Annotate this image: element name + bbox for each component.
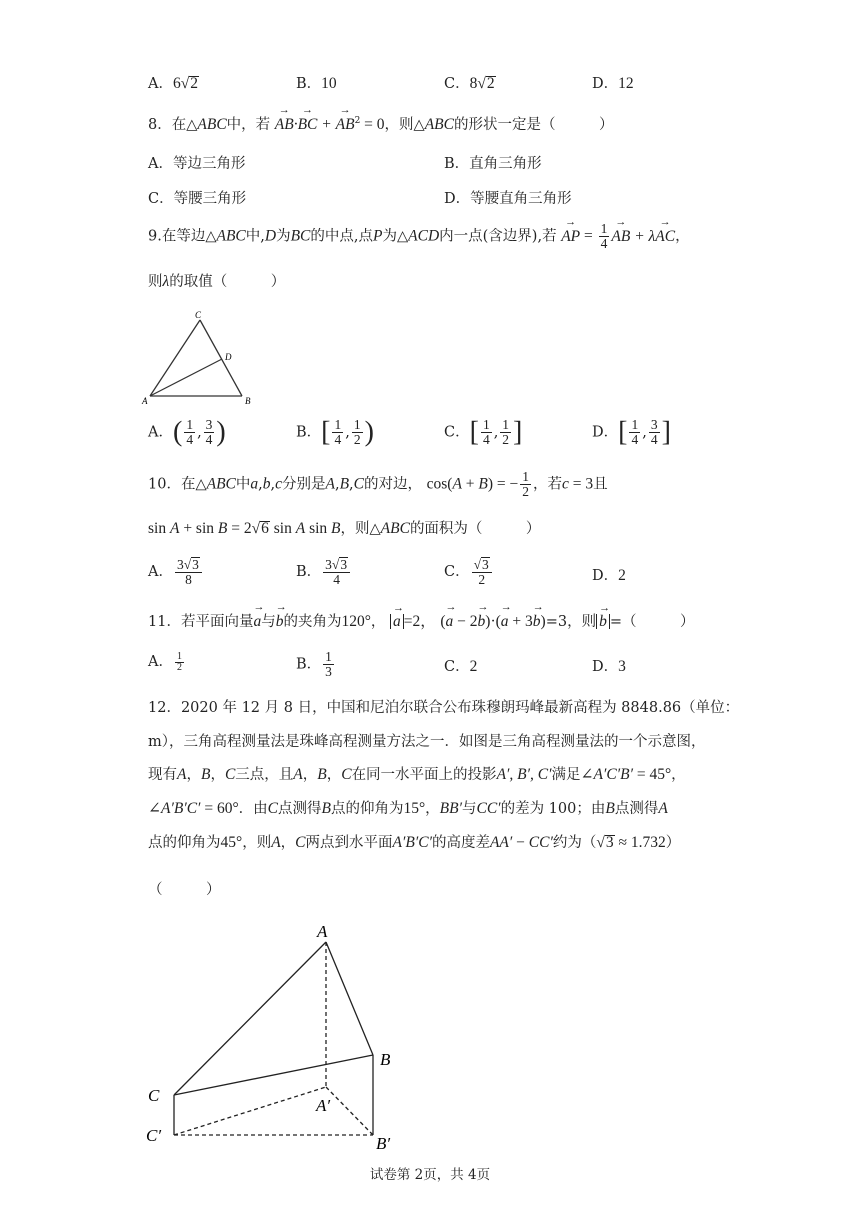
q12-label-a1: A′ <box>316 1096 331 1115</box>
q11-option-c: C．2 <box>444 658 478 675</box>
q8-option-c: C．等腰三角形 <box>148 191 247 207</box>
q9-label-d: D <box>225 352 232 362</box>
q12-line1: 12．2020 年 12 月 8 日，中国和尼泊尔联合公布珠穆朗玛峰最新高程为 8848.86（单位： <box>148 700 740 716</box>
q9-label-a: A <box>142 396 148 406</box>
q12-answer-paren: （ ） <box>148 882 221 898</box>
q7-option-a: A．6√2 <box>148 75 198 92</box>
q12-line4: ∠A′B′C′ = 60°．由C点测得B点的仰角为15°，BB′与CC′的差为 100；由B点测得A <box>148 800 668 817</box>
q12-label-c1: C′ <box>146 1126 162 1145</box>
q12-figure <box>130 915 420 1155</box>
q12-label-b1: B′ <box>376 1134 391 1153</box>
q7-option-b: B．10 <box>296 75 337 92</box>
q10-option-a: A． $\frac{3√3}{8}$ <box>148 557 204 587</box>
q8-option-d: D．等腰直角三角形 <box>444 191 572 207</box>
q11-option-d: D．3 <box>592 658 626 675</box>
q9-option-d: D．[ $\frac{1}{4}$ , $\frac{3}{4}$ ] <box>592 416 671 448</box>
q9-option-b: B．[ $\frac{1}{4}$ , $\frac{1}{2}$ ) <box>296 416 374 448</box>
q10-option-d: D．2 <box>592 567 626 584</box>
page-footer: 试卷第 2页，共 4页 <box>369 1167 491 1183</box>
q9-stem: 9.在等边△ABC中,D为BC的中点,点P为△ACD内一点(含边界),若 → AP = $\frac{1}{4}$ → AB + λ→ AC， <box>148 222 690 251</box>
q8-option-a: A．等边三角形 <box>148 156 246 172</box>
q10-stem: 10．在△ABC中a,b,c分别是A,B,C的对边， cos(A + B) = − $\frac{1}{2}$ ，若c = 3且 <box>148 469 608 499</box>
q10-stem-line2: sin A + sin B = 2√6 sin A sin B，则△ABC的面积为（ ） <box>148 520 541 537</box>
q12-line2: m），三角高程测量法是珠峰高程测量方法之一．如图是三角高程测量法的一个示意图， <box>148 734 706 750</box>
q9-label-b: B <box>245 396 251 406</box>
q12-label-c: C <box>148 1086 160 1105</box>
q11-stem: 11．若平面向量→ a与→ b的夹角为120°， → a =2， (→ a − 2→ b)·(→ a + 3→ b)=3，则→ b =（ ） <box>148 609 695 631</box>
q9-label-c: C <box>195 310 202 320</box>
q12-line5: 点的仰角为45°，则A，C两点到水平面A′B′C′的高度差AA′ − CC′约为（√3 ≈ 1.732） <box>148 834 681 851</box>
q12-edge-a1b1 <box>326 1087 373 1135</box>
q12-label-b: B <box>380 1050 391 1069</box>
q12-label-a: A <box>317 922 328 941</box>
q11-option-b: B． $\frac{1}{3}$ <box>296 649 332 679</box>
q12-edge-ca <box>174 942 326 1095</box>
q12-edge-ab <box>326 942 373 1055</box>
q10-option-b: B． $\frac{3√3}{4}$ <box>296 557 352 587</box>
q9-edge-cb <box>200 320 242 396</box>
q12-edge-c1a1 <box>174 1087 326 1135</box>
q10-option-c: C． $\frac{√3}{2}$ <box>444 557 494 587</box>
q9-stem-line2: 则λ的取值（ ） <box>148 273 286 290</box>
q7-option-c: C．8√2 <box>444 75 495 92</box>
q8-option-b: B．直角三角形 <box>444 156 542 172</box>
q7-option-d: D．12 <box>592 75 634 92</box>
q12-line3: 现有A，B，C三点，且A，B，C在同一水平面上的投影A′, B′, C′满足∠A′C′B′ = 45°， <box>148 766 686 783</box>
q8-stem: 8．在△ABC中，若 → AB·→ BC + → $AB^2 = 0$，则△ABC的形状一定是（ ） <box>148 113 613 134</box>
q11-option-a: A． $\frac{1}{2}$ <box>148 650 182 673</box>
q9-option-a: A．( $\frac{1}{4}$ , $\frac{3}{4}$ ) <box>148 416 226 448</box>
q9-option-c: C．[ $\frac{1}{4}$ , $\frac{1}{2}$ ] <box>444 416 523 448</box>
q12-edge-cb <box>174 1055 373 1095</box>
q9-figure <box>140 308 270 408</box>
q9-edge-ac <box>150 320 200 396</box>
q9-edge-ad <box>150 359 222 396</box>
